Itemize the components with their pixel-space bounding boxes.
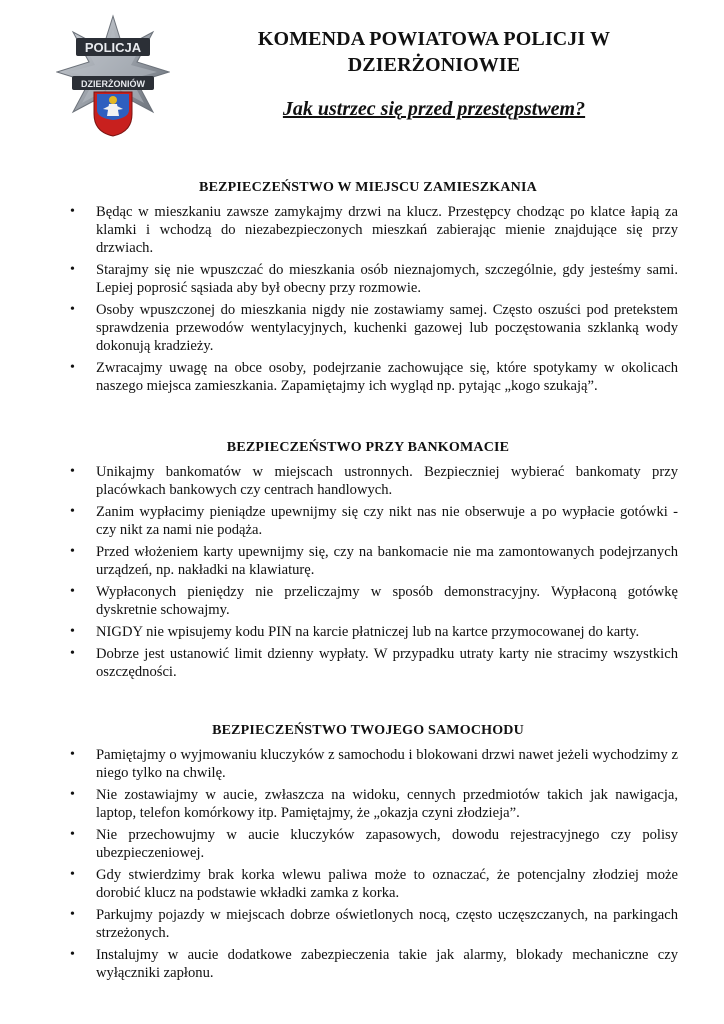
list-item (58, 203, 678, 257)
list-item (58, 359, 678, 395)
section-heading: BEZPIECZEŃSTWO PRZY BANKOMACIE (226, 440, 510, 455)
list-item-text: Nie zostawiajmy w aucie, zwłaszcza na widoku, cennych przedmiotów takich jak nawigacja, laptop, telefon komórkowy itp. Pamiętajmy, że „okazja czyni złodzieja”. (96, 787, 678, 821)
list-item-text: Zwracajmy uwagę na obce osoby, podejrzanie zachowujące się, które spotykamy w okolicach naszego miejsca zamieszkania. Zapamiętajmy ich wygląd np. pytając „kogo szukają”. (96, 360, 678, 394)
bullet-icon: • (70, 907, 75, 922)
list-item-text: Parkujmy pojazdy w miejscach dobrze oświetlonych nocą, często uczęszczanych, na parkingach strzeżonych. (96, 907, 678, 941)
list-item (58, 463, 678, 499)
bullet-icon: • (70, 204, 75, 219)
bullet-icon: • (70, 787, 75, 802)
list-item (58, 866, 678, 902)
bullet-icon: • (70, 504, 75, 519)
section-car-safety (58, 722, 678, 986)
list-item (58, 261, 678, 297)
list-item (58, 746, 678, 782)
list-item-text: Pamiętajmy o wyjmowaniu kluczyków z samochodu i blokowani drzwi nawet jeżeli wychodzimy z niego tylko na chwilę. (96, 747, 678, 781)
list-item (58, 583, 678, 619)
section-heading: BEZPIECZEŃSTWO W MIEJSCU ZAMIESZKANIA (199, 180, 537, 195)
bullet-icon: • (70, 302, 75, 317)
list-item-text: Przed włożeniem karty upewnijmy się, czy na bankomacie nie ma zamontowanych podejrzanych urządzeń, np. nakładki na klawiaturę. (96, 544, 678, 578)
bullet-icon: • (70, 464, 75, 479)
list-item-text: Dobrze jest ustanowić limit dzienny wypłaty. W przypadku utraty karty nie stracimy wszystkich oszczędności. (96, 646, 678, 680)
list-item-text: Zanim wypłacimy pieniądze upewnijmy się czy nikt nas nie obserwuje a po wypłacie gotówki - czy nikt za nami nie podąża. (96, 504, 678, 538)
bullet-icon: • (70, 584, 75, 599)
section-heading: BEZPIECZEŃSTWO TWOJEGO SAMOCHODU (212, 723, 524, 738)
bullet-icon: • (70, 262, 75, 277)
bullet-icon: • (70, 360, 75, 375)
list-item (58, 946, 678, 982)
list-item-text: Starajmy się nie wpuszczać do mieszkania osób nieznajomych, szczególnie, gdy jesteśmy sami. Lepiej poprosić sąsiada aby był obecny przy rozmowie. (96, 262, 678, 296)
bullet-icon: • (70, 827, 75, 842)
list-item-text: Instalujmy w aucie dodatkowe zabezpieczenia takie jak alarmy, blokady mechaniczne czy wyłączniki zapłonu. (96, 947, 678, 981)
list-item-text: Gdy stwierdzimy brak korka wlewu paliwa może to oznaczać, że potencjalny złodziej może dorobić klucz na podstawie wkładki zamka z korka. (96, 867, 678, 901)
page-title: KOMENDA POWIATOWA POLICJI W DZIERŻONIOWIE (257, 28, 611, 76)
list-item-text: Unikajmy bankomatów w miejscach ustronnych. Bezpieczniej wybierać bankomaty przy placówkach bankowych czy centrach handlowych. (96, 464, 678, 498)
list-item-text: NIGDY nie wpisujemy kodu PIN na karcie płatniczej lub na kartce przymocowanej do karty. (96, 624, 640, 640)
bullet-list (58, 203, 678, 395)
list-item (58, 503, 678, 539)
page-subtitle: Jak ustrzec się przed przestępstwem? (282, 98, 586, 120)
svg-text:POLICJA: POLICJA (84, 40, 142, 55)
police-star-badge-icon (56, 14, 170, 138)
list-item-text: Wypłaconych pieniędzy nie przeliczajmy w sposób demonstracyjny. Wypłaconą gotówkę dyskretnie schowajmy. (96, 584, 678, 618)
section-home-safety (58, 179, 678, 399)
section-atm-safety (58, 439, 678, 685)
list-item-text: Będąc w mieszkaniu zawsze zamykajmy drzwi na klucz. Przestępcy chodząc po klatce łapią za klamki i wchodzą do niezabezpieczonych mieszkań zabierając mienie znajdujące się przy drzwiach. (96, 204, 678, 256)
list-item (58, 623, 678, 641)
list-item (58, 645, 678, 681)
list-item (58, 543, 678, 579)
bullet-icon: • (70, 747, 75, 762)
list-item (58, 786, 678, 822)
list-item-text: Nie przechowujmy w aucie kluczyków zapasowych, dowodu rejestracyjnego czy polisy ubezpieczeniowej. (96, 827, 678, 861)
list-item (58, 301, 678, 355)
svg-text:DZIERŻONIÓW: DZIERŻONIÓW (81, 79, 145, 89)
bullet-icon: • (70, 646, 75, 661)
bullet-list (58, 746, 678, 982)
bullet-icon: • (70, 544, 75, 559)
list-item-text: Osoby wpuszczonej do mieszkania nigdy nie zostawiamy samej. Często oszuści pod pretekstem sprawdzenia przewodów wentylacyjnych, kuchenki gazowej lub poczęstowania szklanką wody dokonują kradzieży. (96, 302, 678, 354)
bullet-icon: • (70, 867, 75, 882)
bullet-list (58, 463, 678, 681)
bullet-icon: • (70, 624, 75, 639)
list-item (58, 826, 678, 862)
police-badge-logo (56, 14, 170, 138)
bullet-icon: • (70, 947, 75, 962)
list-item (58, 906, 678, 942)
